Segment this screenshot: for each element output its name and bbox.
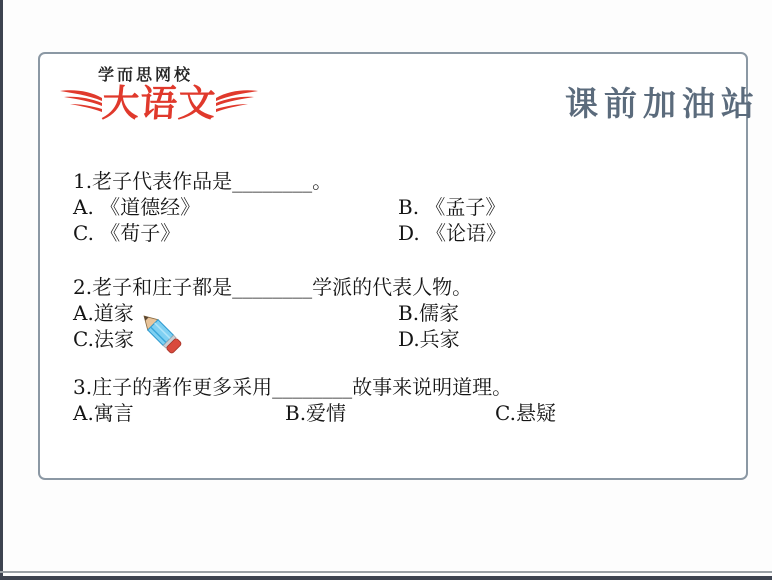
question-1-stem: 1.老子代表作品是________。 (73, 169, 333, 193)
question-2-option-b: B.儒家 (398, 301, 460, 325)
question-3-stem: 3.庄子的著作更多采用________故事来说明道理。 (73, 375, 513, 399)
pencil-cursor-icon (136, 308, 186, 358)
window-bottom-edge (0, 576, 772, 580)
question-1-option-d: D. 《论语》 (398, 221, 507, 245)
question-2-option-a: A.道家 (73, 301, 134, 325)
question-3-option-c: C.悬疑 (495, 401, 556, 425)
question-2-option-c: C.法家 (73, 327, 134, 351)
page-title: 课前加油站 (565, 84, 760, 123)
question-1 (73, 168, 735, 246)
question-2-stem: 2.老子和庄子都是________学派的代表人物。 (73, 275, 473, 299)
question-3-option-b: B.爱情 (285, 401, 347, 425)
window-left-edge (0, 0, 3, 580)
right-wing-icon (216, 89, 258, 119)
question-1-option-a: A. 《道德经》 (73, 195, 201, 219)
window-bottom-divider (0, 571, 772, 573)
question-1-option-c: C. 《荀子》 (73, 221, 181, 245)
question-3 (73, 374, 735, 426)
brand-logo (60, 62, 290, 124)
question-2-option-d: D.兵家 (398, 327, 460, 351)
question-3-option-a: A.寓言 (73, 401, 134, 425)
left-wing-icon (60, 89, 102, 119)
logo-school-name: 学而思网校 (98, 65, 194, 84)
question-1-option-b: B. 《孟子》 (398, 195, 506, 219)
logo-brand-name: 大语文 (100, 82, 218, 125)
